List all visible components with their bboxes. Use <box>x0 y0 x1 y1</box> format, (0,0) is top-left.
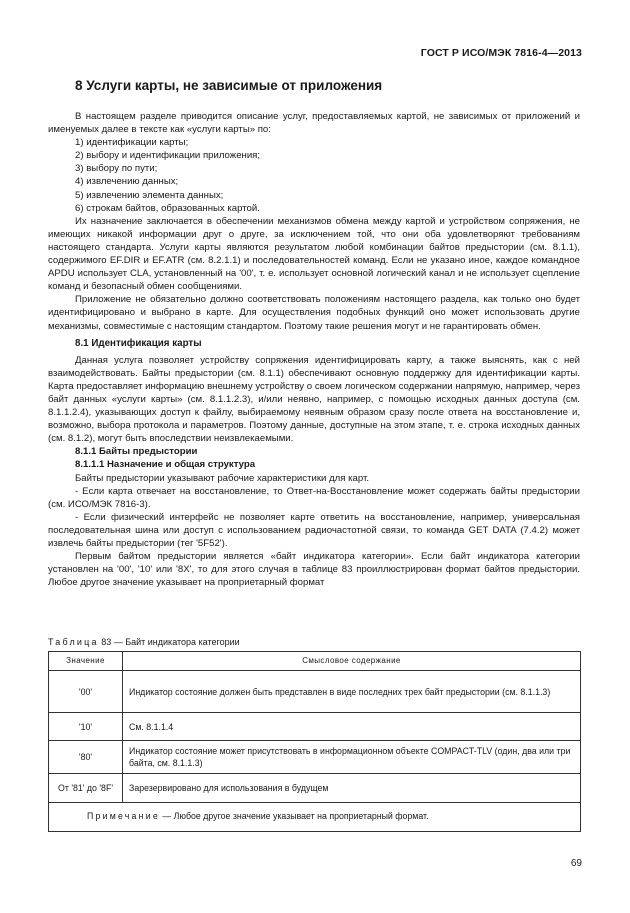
meaning-cell: Индикатор состояние может присутствовать в информационном объекте COMPACT-TLV (один, два или три байта, см. 8.1.1.3) <box>123 741 581 774</box>
table-row <box>49 741 581 774</box>
list-item: 3) выбору по пути; <box>75 163 158 175</box>
page-number: 69 <box>570 858 582 869</box>
subsection-title: 8.1.1 Байты предыстории <box>75 446 198 458</box>
table-caption <box>48 637 240 647</box>
paragraph-application: Приложение не обязательно должно соответствовать положениям настоящего раздела, как только оно будет идентифицировано и выбрано в карте. Для осуществления подобных функций оно может использовать другие механизмы, совместимые с настоящим стандартом. Поэтому такие решения могут и не гарантировать обмен. <box>48 294 580 332</box>
table-row <box>49 713 581 741</box>
value-cell: От '81' до '8F' <box>49 774 123 803</box>
category-indicator-table <box>48 651 581 832</box>
meaning-cell: См. 8.1.1.4 <box>123 713 581 741</box>
list-item: 5) извлечению элемента данных; <box>75 189 224 201</box>
subsection-title: 8.1.1.1 Назначение и общая структура <box>75 459 256 471</box>
list-item: 1) идентификации карты; <box>75 137 189 149</box>
meaning-cell: Индикатор состояние должен быть представлен в виде последних трех байт предыстории (см. 8.1.1.3) <box>123 671 581 713</box>
column-header-meaning: Смысловое содержание <box>123 652 581 671</box>
column-header-value: Значение <box>49 652 123 671</box>
body-text <box>48 110 580 589</box>
paragraph-purpose: Их назначение заключается в обеспечении механизмов обмена между картой и устройством сопряжения, не имеющих никакой информации друг о друге, за исключением той, что они оба удовлетворяют требованиям настоящего стандарта. Услуги карты являются результатом любой комбинации байтов предыстории (см. 8.1.1), содержимого EF.DIR и EF.ATR (см. 8.2.1.1) и последовательностей команд. Если не указано иное, каждое командное APDU использует CLA, установленный на '00', т. е. использует основной логический канал и не использует сцепление команд и безопасный обмен сообщениями. <box>48 215 580 293</box>
section-title: 8 Услуги карты, не зависимые от приложения <box>75 78 383 93</box>
paragraph-category-indicator: Первым байтом предыстории является «байт индикатора категории». Если байт индикатора категории установлен на '00', '10' или '8X', то для этого случая в таблице 83 проиллюстрирован формат байтов предыстории. Любое другое значение указывает на проприетарный формат <box>48 551 580 589</box>
paragraph-get-data: - Если физический интерфейс не позволяет карте ответить на восстановление, например, универсальная последовательная шина или доступ с использованием радиочастотной связи, то команда GET DATA (7.4.2) может извлечь байты предыстории (тег '5F52'). <box>48 511 580 549</box>
table-note <box>49 803 581 832</box>
value-cell: '10' <box>49 713 123 741</box>
standard-header: ГОСТ Р ИСО/МЭК 7816-4—2013 <box>420 47 582 59</box>
paragraph-historical-bytes: Байты предыстории указывают рабочие характеристики для карт. <box>75 472 369 484</box>
list-item: 2) выбору и идентификации приложения; <box>75 150 261 162</box>
meaning-cell: Зарезервировано для использования в будущем <box>123 774 581 803</box>
table-header-row <box>49 652 581 671</box>
paragraph-identification: Данная услуга позволяет устройству сопряжения идентифицировать карту, а также выяснять, как с ней взаимодействовать. Байты предыстории (см. 8.1.1) обеспечивают основную поддержку для идентификации карты. Карта предоставляет информацию внешнему устройству о своем логическом содержании напрямую, например, через байт данных «услуги карты» (см. 8.1.1.2.3), и/или неявно, например, с помощью исходных данных доступа (см. 8.1.1.2.4), указывающих доступ к файлу, выбираемому неявным образом сразу после ответа на восстановление и, возможно, выбора протокола и параметров. Поэтому данные, доступные на этом этапе, т. е. строка исходных данных (см. 8.1.2), могут быть впоследствии неизвлекаемыми. <box>48 354 580 445</box>
note-label: Примечание <box>87 811 160 821</box>
intro-paragraph: В настоящем разделе приводится описание услуг, предоставляемых картой, не зависимых от приложений и именуемых далее в тексте как «услуги карты» по: <box>48 111 580 136</box>
table-caption-label: Таблица <box>48 637 99 647</box>
list-item: 6) строкам байтов, образованных картой. <box>75 202 260 214</box>
value-cell: '80' <box>49 741 123 774</box>
subsection-title: 8.1 Идентификация карты <box>75 337 202 349</box>
value-cell: '00' <box>49 671 123 713</box>
note-text: — Любое другое значение указывает на проприетарный формат. <box>159 811 429 821</box>
table-row <box>49 774 581 803</box>
table-note-row <box>49 803 581 832</box>
table-caption-text: 83 — Байт индикатора категории <box>98 637 240 647</box>
list-item: 4) извлечению данных; <box>75 176 179 188</box>
table-row <box>49 671 581 713</box>
paragraph-reset: - Если карта отвечает на восстановление, то Ответ-на-Восстановление может содержать байты предыстории (см. ИСО/МЭК 7816-3). <box>48 485 580 510</box>
